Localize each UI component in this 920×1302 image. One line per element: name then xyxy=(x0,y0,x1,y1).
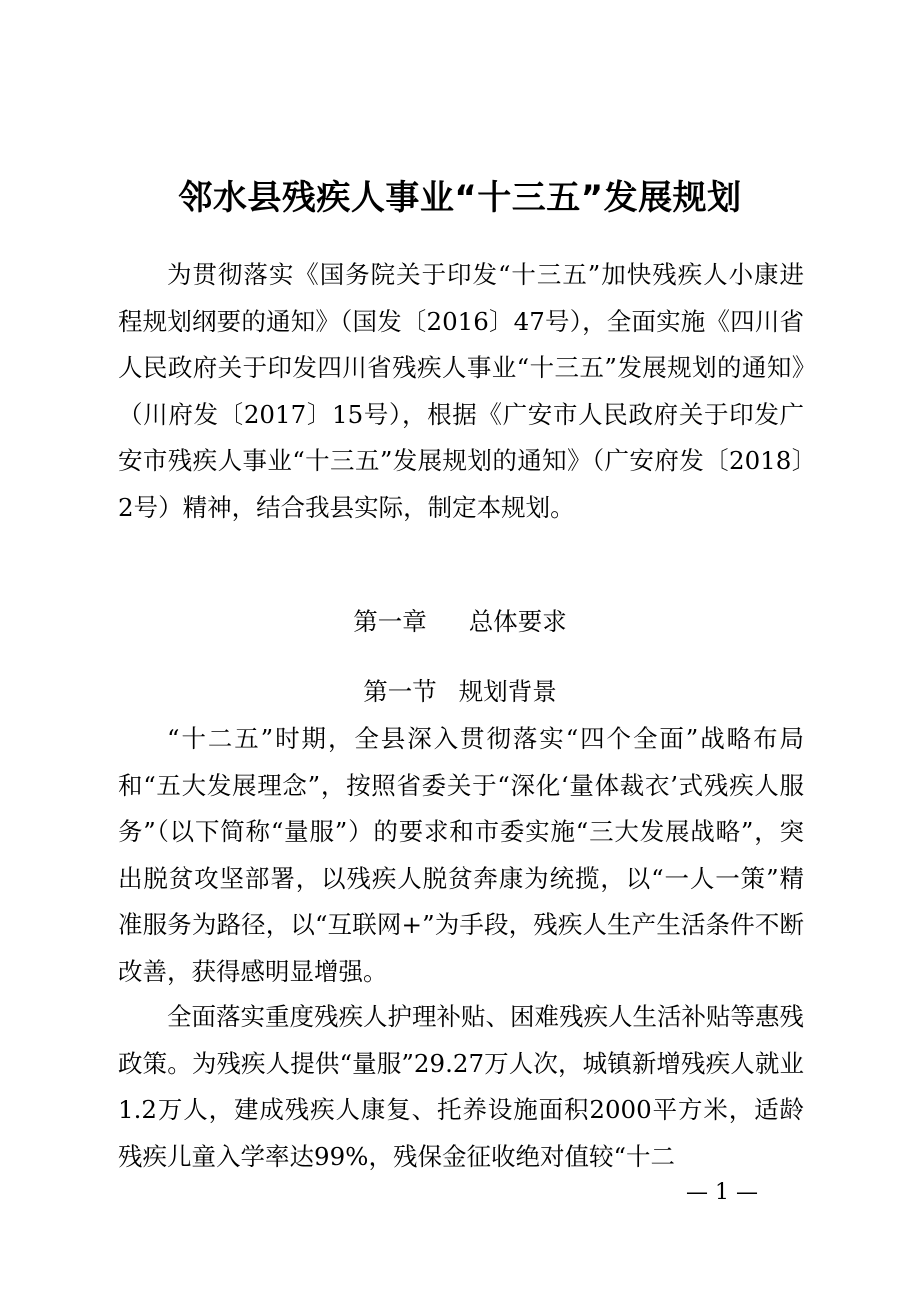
page-number: — 1 — xyxy=(686,1180,758,1205)
body-paragraph: 全面落实重度残疾人护理补贴、困难残疾人生活补贴等惠残政策。为残疾人提供“量服”29.27万人次，城镇新增残疾人就业1.2万人，建成残疾人康复、托养设施面积2000平方米，适龄残疾儿童入学率达99%，残保金征收绝对值较“十二 xyxy=(118,1002,804,1171)
section-heading xyxy=(0,672,920,712)
chapter-heading xyxy=(0,602,920,642)
document-title: 邻水县残疾人事业“十三五”发展规划 xyxy=(178,178,742,218)
chapter-number: 第一章 xyxy=(353,607,427,636)
body-paragraph: “十二五”时期，全县深入贯彻落实“四个全面”战略布局和“五大发展理念”，按照省委关于“深化‘量体裁衣’式残疾人服务”（以下简称“量服”）的要求和市委实施“三大发展战略”，突出脱贫攻坚部署，以残疾人脱贫奔康为统揽，以“一人一策”精准服务为路径，以“互联网+”为手段，残疾人生产生活条件不断改善，获得感明显增强。 xyxy=(118,724,804,986)
section-title: 规划背景 xyxy=(458,677,557,706)
section-number: 第一节 xyxy=(363,677,437,706)
chapter-title: 总体要求 xyxy=(468,607,567,636)
intro-paragraph: 为贯彻落实《国务院关于印发“十三五”加快残疾人小康进程规划纲要的通知》（国发〔2016〕47号），全面实施《四川省人民政府关于印发四川省残疾人事业“十三五”发展规划的通知》（川府发〔2017〕15号），根据《广安市人民政府关于印发广安市残疾人事业“十三五”发展规划的通知》（广安府发〔2018〕2号）精神，结合我县实际，制定本规划。 xyxy=(118,260,804,522)
